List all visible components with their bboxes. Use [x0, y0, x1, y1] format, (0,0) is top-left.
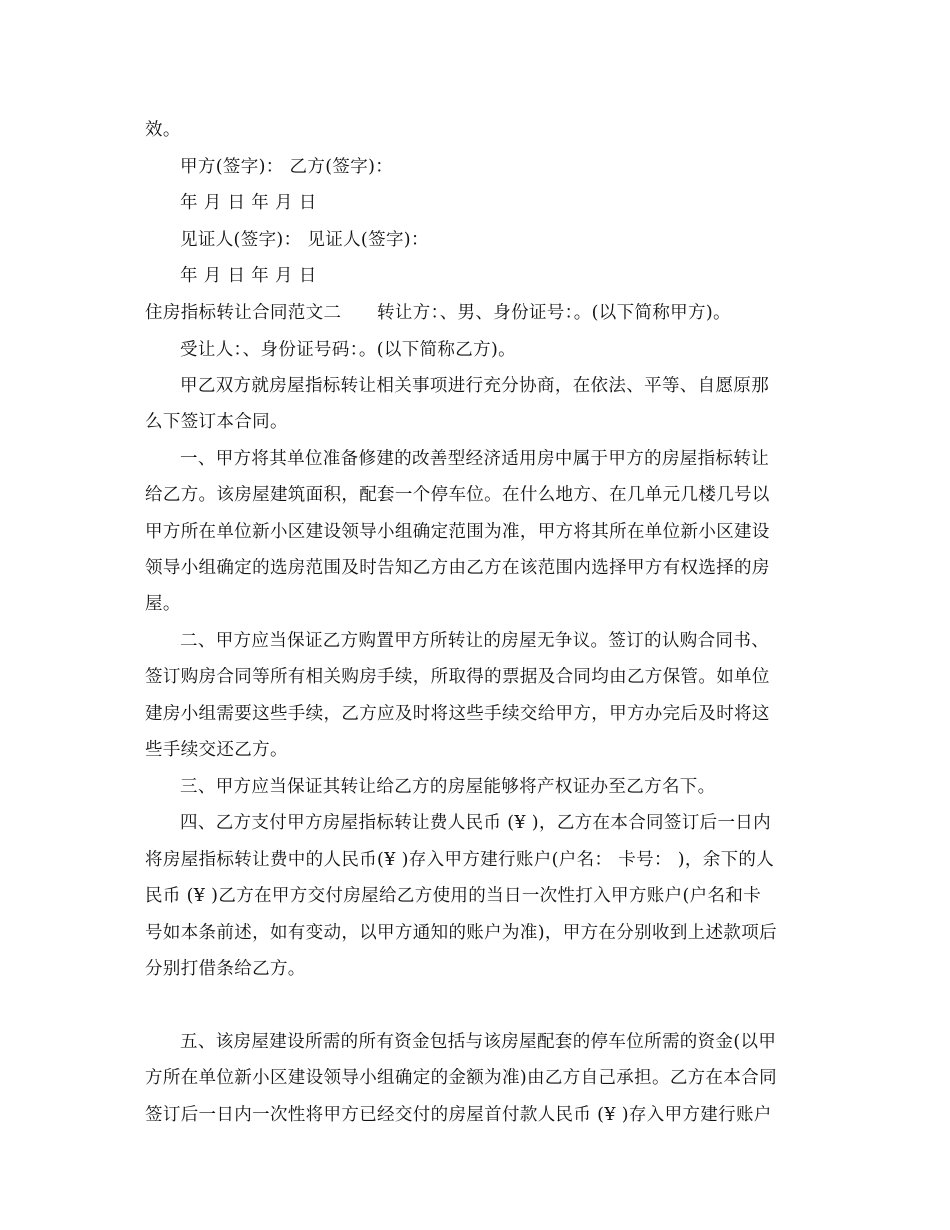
text-line: 一、甲方将其单位准备修建的改善型经济适用房中属于甲方的房屋指标转让	[180, 449, 770, 469]
text-line: 民币 (¥ )乙方在甲方交付房屋给乙方使用的当日一次性打入甲方账户(户名和卡	[145, 886, 762, 906]
text-line: 效。	[145, 120, 181, 140]
text-line: 方所在单位新小区建设领导小组确定的金额为准)由乙方自己承担。乙方在本合同	[145, 1068, 777, 1088]
text-line: 号如本条前述，如有变动，以甲方通知的账户为准)，甲方在分别收到上述款项后	[145, 923, 777, 943]
text-line: 五、该房屋建设所需的所有资金包括与该房屋配套的停车位所需的资金(以甲	[180, 1032, 777, 1052]
text-line: 领导小组确定的选房范围及时告知乙方由乙方在该范围内选择甲方有权选择的房	[145, 558, 770, 578]
text-line: 甲乙双方就房屋指标转让相关事项进行充分协商，在依法、平等、自愿原那	[180, 376, 770, 396]
text-line: 甲方所在单位新小区建设领导小组确定范围为准，甲方将其所在单位新小区建设	[145, 522, 770, 542]
text-line: 些手续交还乙方。	[145, 740, 288, 760]
text-line: 二、甲方应当保证乙方购置甲方所转让的房屋无争议。签订的认购合同书、	[180, 631, 770, 651]
text-line: 给乙方。该房屋建筑面积，配套一个停车位。在什么地方、在几单元几楼几号以	[145, 485, 770, 505]
text-line: 三、甲方应当保证其转让给乙方的房屋能够将产权证办至乙方名下。	[180, 777, 716, 797]
text-line: 么下签订本合同。	[145, 412, 288, 432]
text-line: 分别打借条给乙方。	[145, 959, 306, 979]
witness-line: 见证人(签字)： 见证人(签字)：	[180, 230, 429, 250]
date-line: 年 月 日 年 月 日	[180, 193, 317, 213]
signature-line: 甲方(签字)： 乙方(签字)：	[180, 157, 394, 177]
text-line: 屋。	[145, 594, 181, 614]
text-line: 四、乙方支付甲方房屋指标转让费人民币 (¥ )，乙方在本合同签订后一日内	[180, 813, 772, 833]
text-line: 签订后一日内一次性将甲方已经交付的房屋首付款人民币 (¥ )存入甲方建行账户	[145, 1105, 772, 1125]
section-heading-line: 住房指标转让合同范文二 转让方：、男、身份证号：。(以下简称甲方)。	[145, 303, 731, 323]
date-line: 年 月 日 年 月 日	[180, 266, 317, 286]
text-line: 受让人：、身份证号码：。(以下简称乙方)。	[180, 340, 517, 360]
text-line: 签订购房合同等所有相关购房手续，所取得的票据及合同均由乙方保管。如单位	[145, 667, 770, 687]
text-line: 将房屋指标转让费中的人民币(¥ )存入甲方建行账户(户名： 卡号： )，余下的人	[145, 850, 775, 870]
text-line: 建房小组需要这些手续，乙方应及时将这些手续交给甲方，甲方办完后及时将这	[145, 704, 770, 724]
